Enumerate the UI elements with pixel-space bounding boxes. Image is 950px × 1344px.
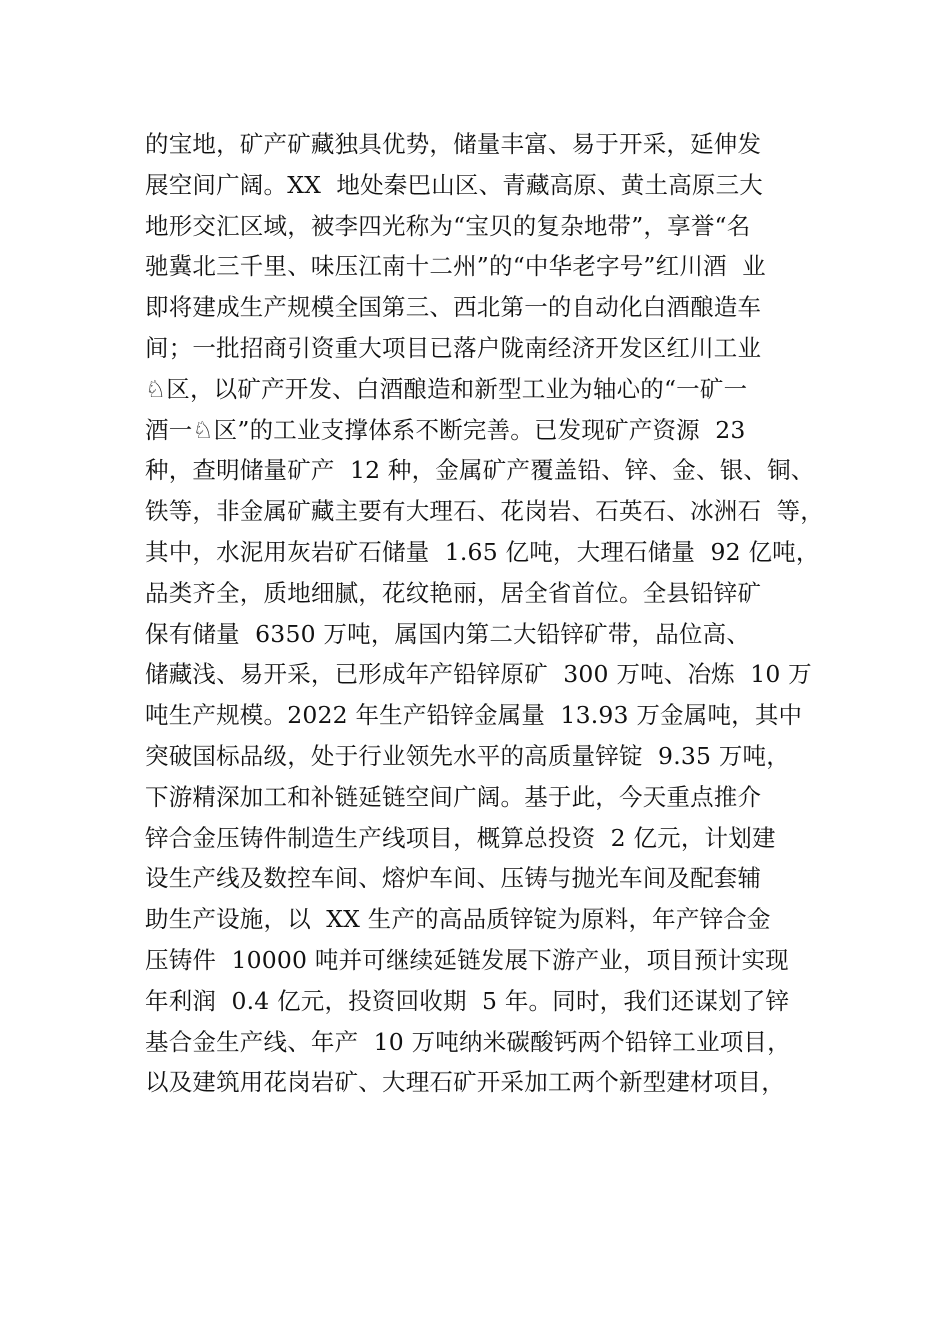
text-line: 品类齐全，质地细腻，花纹艳丽，居全省首位。全县铅锌矿 (145, 578, 762, 607)
text-line: 下游精深加工和补链延链空间广阔。基于此，今天重点推介 (145, 782, 762, 811)
text-line: 储藏浅、易开采，已形成年产铅锌原矿 300 万吨、冶炼 10 万 (145, 660, 812, 689)
text-line: 间；一批招商引资重大项目已落户陇南经济开发区红川工业 (145, 333, 762, 362)
text-line: 展空间广阔。XX 地处秦巴山区、青藏高原、黄土高原三大 (145, 170, 763, 199)
text-line: 即将建成生产规模全国第三、西北第一的自动化白酒酿造车 (145, 293, 762, 322)
text-line: 助生产设施，以 XX 生产的高品质锌锭为原料，年产锌合金 (145, 905, 771, 934)
text-line: 保有储量 6350 万吨，属国内第二大铅锌矿带，品位高、 (145, 619, 751, 648)
body-text (145, 124, 835, 1103)
text-line: 锌合金压铸件制造生产线项目，概算总投资 2 亿元，计划建 (145, 823, 776, 852)
text-line: 地形交汇区域，被李四光称为“宝贝的复杂地带”，享誉“名 (145, 211, 751, 240)
text-line: 压铸件 10000 吨并可继续延链发展下游产业，项目预计实现 (145, 945, 789, 974)
text-line: 吨生产规模。2022 年生产铅锌金属量 13.93 万金属吨，其中 (145, 701, 803, 730)
text-line: 以及建筑用花岗岩矿、大理石矿开采加工两个新型建材项目， (145, 1068, 785, 1097)
text-line: 的宝地，矿产矿藏独具优势，储量丰富、易于开采，延伸发 (145, 130, 762, 158)
text-line: 铁等，非金属矿藏主要有大理石、花岗岩、石英石、冰洲石 等， (145, 497, 824, 526)
text-line: 年利润 0.4 亿元，投资回收期 5 年。同时，我们还谋划了锌 (145, 986, 790, 1015)
text-line: 突破国标品级，处于行业领先水平的高质量锌锭 9.35 万吨， (145, 741, 790, 770)
text-line: 其中，水泥用灰岩矿石储量 1.65 亿吨，大理石储量 92 亿吨， (145, 537, 820, 566)
text-line: 设生产线及数控车间、熔炉车间、压铸与抛光车间及配套辅 (145, 864, 762, 893)
text-line: ♘区，以矿产开发、白酒酿造和新型工业为轴心的“一矿一 (145, 374, 748, 403)
text-line: 驰冀北三千里、味压江南十二州”的“中华老字号”红川酒 业 (145, 252, 766, 281)
text-line: 酒一♘区”的工业支撑体系不断完善。已发现矿产资源 23 (145, 415, 746, 444)
text-line: 基合金生产线、年产 10 万吨纳米碳酸钙两个铅锌工业项目， (145, 1027, 791, 1056)
text-line: 种，查明储量矿产 12 种，金属矿产覆盖铅、锌、金、银、铜、 (145, 456, 815, 485)
